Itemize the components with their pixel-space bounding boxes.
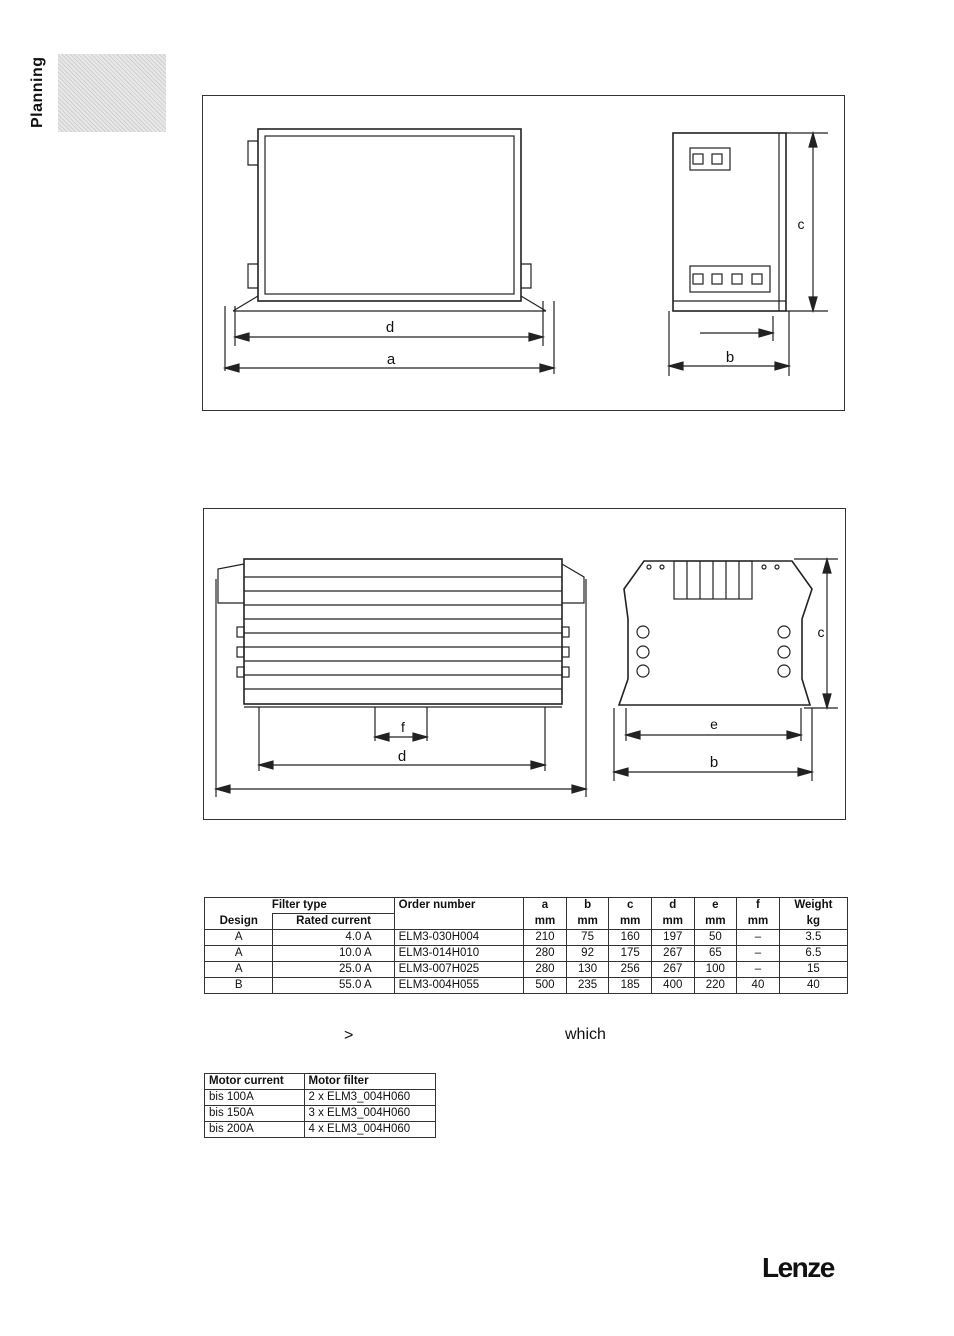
col-design: Design — [205, 914, 273, 930]
cell-design: B — [205, 978, 273, 994]
unit-e: mm — [694, 914, 737, 930]
spec-header-bottom — [205, 914, 848, 930]
col-motor-filter: Motor filter — [304, 1074, 436, 1090]
cell-motor-filter: 2 x ELM3_004H060 — [304, 1090, 436, 1106]
cell-e: 65 — [694, 946, 737, 962]
cell-current: 55.0 A — [273, 978, 394, 994]
stray-greater-than: > — [344, 1027, 354, 1044]
table-row — [205, 1106, 436, 1122]
col-d: d — [651, 898, 694, 914]
section-tab-marker — [58, 54, 166, 132]
cell-d: 267 — [651, 946, 694, 962]
cell-c: 160 — [609, 930, 652, 946]
dim-label-d: d — [385, 319, 395, 336]
col-motor-current: Motor current — [205, 1074, 305, 1090]
cell-order: ELM3-004H055 — [394, 978, 524, 994]
table-row — [205, 1122, 436, 1138]
dim-label-c-b: c — [817, 624, 825, 640]
cell-motor-current: bis 200A — [205, 1122, 305, 1138]
cell-f: – — [737, 962, 780, 978]
unit-b: mm — [566, 914, 609, 930]
col-e: e — [694, 898, 737, 914]
cell-a: 500 — [524, 978, 567, 994]
dim-label-f: f — [401, 719, 405, 735]
unit-f: mm — [737, 914, 780, 930]
cell-c: 185 — [609, 978, 652, 994]
table-row — [205, 946, 848, 962]
cell-order: ELM3-007H025 — [394, 962, 524, 978]
cell-a: 210 — [524, 930, 567, 946]
brand-logo: Lenze — [762, 1252, 834, 1283]
unit-weight: kg — [779, 914, 847, 930]
cell-weight: 40 — [779, 978, 847, 994]
table-row — [205, 1090, 436, 1106]
col-rated-current: Rated current — [273, 914, 394, 930]
col-c: c — [609, 898, 652, 914]
cell-d: 400 — [651, 978, 694, 994]
col-f: f — [737, 898, 780, 914]
cell-e: 50 — [694, 930, 737, 946]
table-row — [205, 930, 848, 946]
unit-c: mm — [609, 914, 652, 930]
col-a: a — [524, 898, 567, 914]
spec-header-top — [205, 898, 848, 914]
cell-d: 197 — [651, 930, 694, 946]
cell-b: 130 — [566, 962, 609, 978]
cell-e: 220 — [694, 978, 737, 994]
dim-label-d-b: d — [397, 748, 407, 765]
cell-motor-current: bis 150A — [205, 1106, 305, 1122]
cell-weight: 3.5 — [779, 930, 847, 946]
cell-c: 256 — [609, 962, 652, 978]
cell-b: 75 — [566, 930, 609, 946]
col-filter-type: Filter type — [205, 898, 395, 914]
cell-design: A — [205, 930, 273, 946]
cell-weight: 6.5 — [779, 946, 847, 962]
col-b: b — [566, 898, 609, 914]
cell-c: 175 — [609, 946, 652, 962]
cell-b: 92 — [566, 946, 609, 962]
cell-weight: 15 — [779, 962, 847, 978]
unit-a: mm — [524, 914, 567, 930]
cell-motor-filter: 4 x ELM3_004H060 — [304, 1122, 436, 1138]
cell-current: 25.0 A — [273, 962, 394, 978]
cell-f: – — [737, 946, 780, 962]
cell-design: A — [205, 962, 273, 978]
cell-order: ELM3-014H010 — [394, 946, 524, 962]
section-label: Planning — [29, 56, 46, 128]
cell-f: – — [737, 930, 780, 946]
figure-design-a — [202, 95, 845, 411]
cell-e: 100 — [694, 962, 737, 978]
stray-which: which — [565, 1026, 606, 1043]
col-order-number: Order number — [394, 898, 524, 914]
dim-label-b-b: b — [709, 754, 719, 771]
figure-design-b — [203, 508, 846, 820]
motor-filter-table — [204, 1073, 436, 1138]
cell-a: 280 — [524, 962, 567, 978]
col-weight: Weight — [779, 898, 847, 914]
cell-f: 40 — [737, 978, 780, 994]
dim-label-a: a — [386, 351, 396, 368]
cell-b: 235 — [566, 978, 609, 994]
cell-order: ELM3-030H004 — [394, 930, 524, 946]
unit-d: mm — [651, 914, 694, 930]
cell-a: 280 — [524, 946, 567, 962]
filter-spec-table — [204, 897, 848, 994]
design-b-drawing — [204, 509, 845, 819]
cell-motor-current: bis 100A — [205, 1090, 305, 1106]
table-row — [205, 962, 848, 978]
cell-current: 10.0 A — [273, 946, 394, 962]
dim-label-e: e — [710, 716, 718, 732]
cell-motor-filter: 3 x ELM3_004H060 — [304, 1106, 436, 1122]
col-order-number-empty — [394, 914, 524, 930]
cell-current: 4.0 A — [273, 930, 394, 946]
cell-d: 267 — [651, 962, 694, 978]
cell-design: A — [205, 946, 273, 962]
dim-label-b: b — [725, 349, 735, 366]
design-a-drawing — [203, 96, 844, 410]
motor-header-row — [205, 1074, 436, 1090]
dim-label-c: c — [797, 216, 805, 232]
table-row — [205, 978, 848, 994]
